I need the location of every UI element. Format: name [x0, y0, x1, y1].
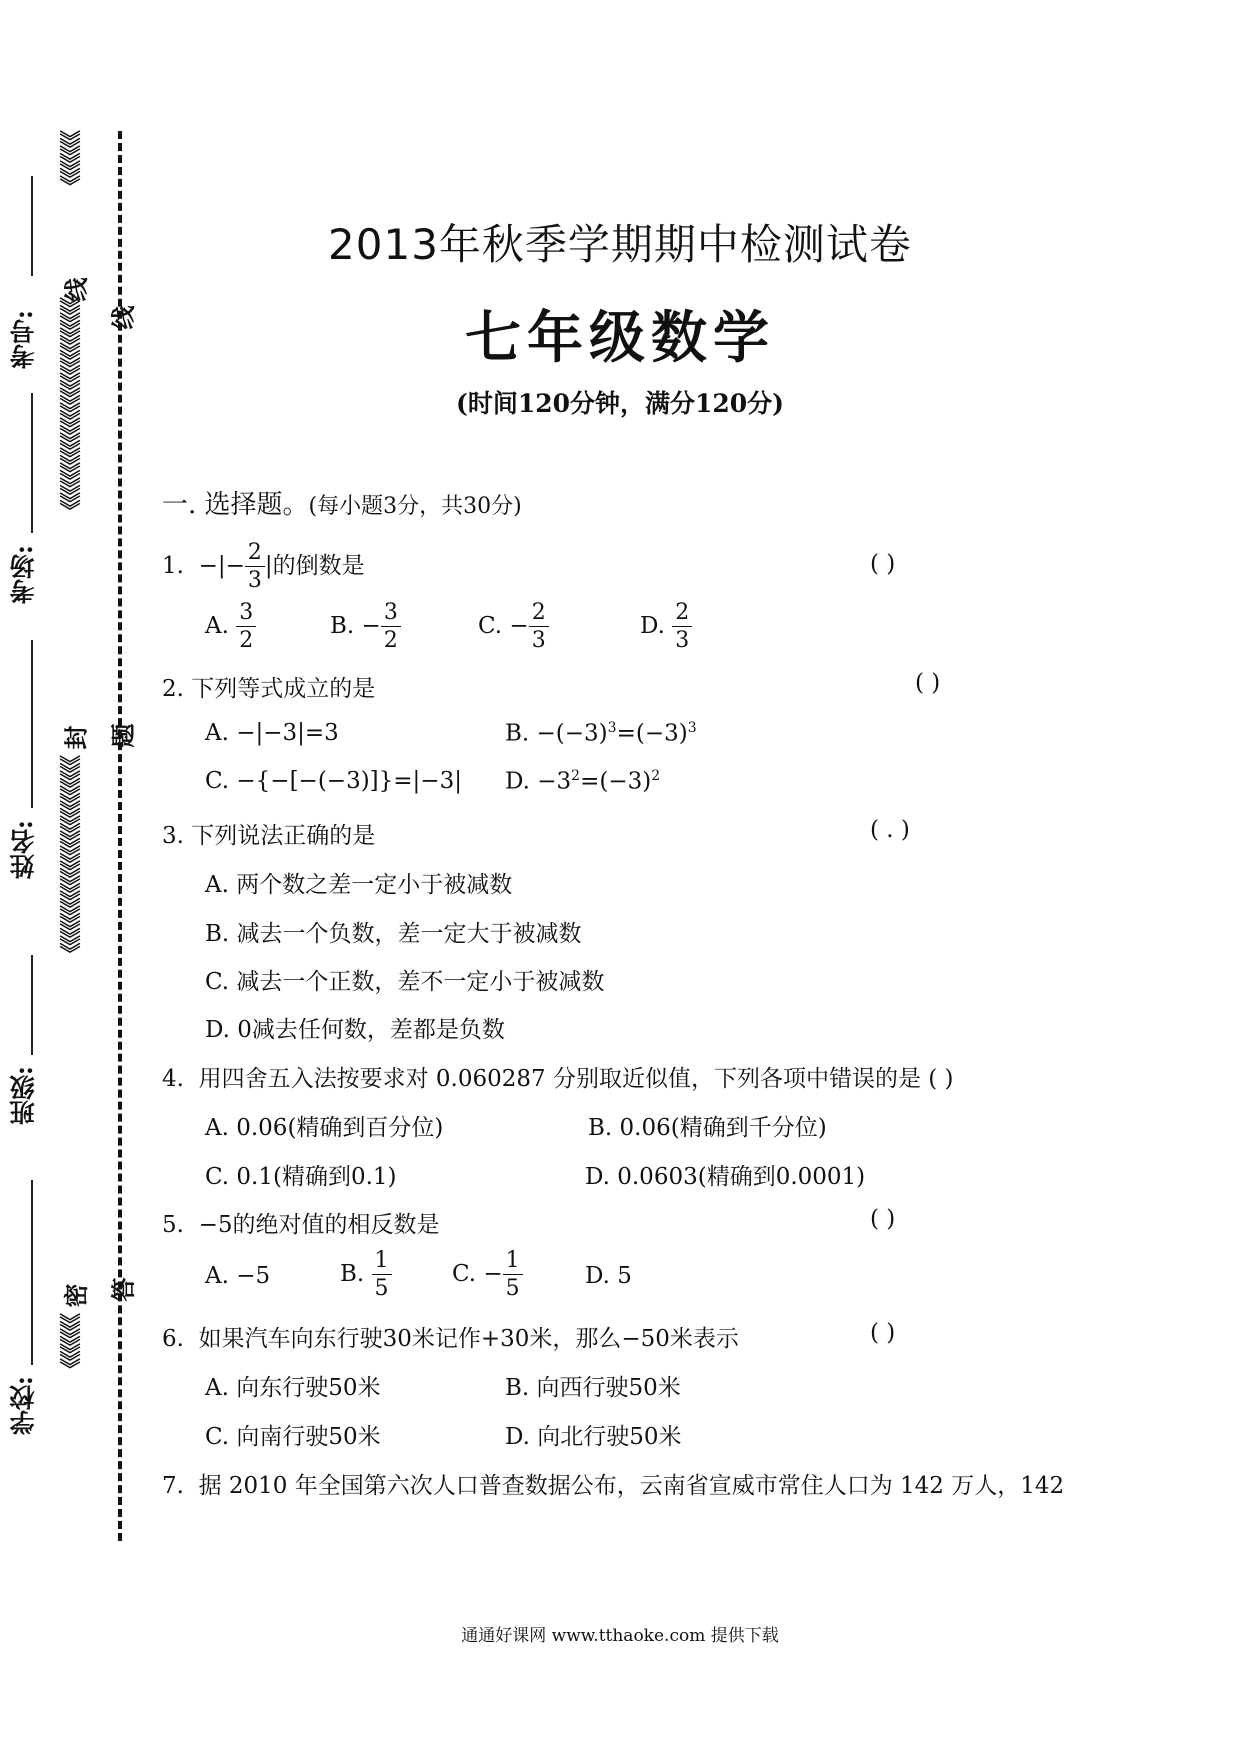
question-text: −5的绝对值的相反数是: [198, 1212, 440, 1238]
option-label: C. −: [452, 1261, 503, 1287]
question-1: [162, 542, 365, 592]
option-label: B.: [330, 613, 355, 639]
option-c: [478, 602, 549, 652]
subject-title: 七年级数学: [465, 305, 775, 371]
field-school-label: 学校:: [9, 1376, 38, 1436]
question-7: [162, 1467, 1064, 1500]
option-d: D. 0.0603(精确到0.0001): [585, 1164, 866, 1190]
numerator: 1: [503, 1250, 523, 1275]
question-number: 1.: [162, 553, 184, 579]
question-text: 下列等式成立的是: [191, 676, 376, 702]
exponent: 2: [571, 768, 581, 784]
field-line: [31, 955, 33, 1055]
exam-title: 2013年秋季学期期中检测试卷: [328, 220, 912, 269]
option-b: B. 0.06(精确到千分位): [588, 1115, 827, 1141]
inner-mark-question: 题: [108, 723, 138, 748]
field-name-label: 姓名:: [9, 820, 38, 880]
answer-paren: ( ): [870, 551, 896, 577]
option-c: C. 向南行驶50米: [205, 1424, 381, 1450]
option-text: =(−3): [616, 720, 688, 747]
question-number: 5.: [162, 1212, 184, 1238]
question-text: 下列说法正确的是: [191, 823, 376, 849]
denominator: 3: [247, 568, 262, 593]
option-label: C.: [478, 613, 503, 639]
option-b: [505, 720, 697, 747]
option-c: [452, 1250, 523, 1300]
answer-paren: ( ): [870, 1320, 896, 1346]
option-c: C. 减去一个正数，差不一定小于被减数: [205, 969, 605, 995]
option-d: D. 0减去任何数，差都是负数: [205, 1017, 505, 1043]
option-b: [340, 1250, 392, 1300]
question-4: [162, 1060, 954, 1093]
option-text: B. −(−3): [505, 720, 608, 747]
denominator: 3: [675, 628, 690, 653]
section-heading: [162, 484, 522, 521]
answer-paren: ( ): [915, 670, 941, 696]
option-label: B.: [340, 1261, 365, 1287]
option-fraction: [381, 602, 401, 652]
option-d: [505, 768, 660, 795]
option-c: C. 0.1(精确到0.1): [205, 1164, 397, 1190]
numerator: 2: [672, 602, 692, 627]
option-a: A. −5: [205, 1263, 271, 1289]
seal-mark-seal: 封: [61, 725, 91, 750]
option-label: D.: [640, 613, 665, 639]
option-label: A.: [205, 613, 229, 639]
question-number: 6.: [162, 1326, 184, 1352]
inner-mark-answer: 答: [108, 1277, 138, 1302]
chevron-border: 《《《《《《《《《《《《《《《《《《《《《《《《《《《《: [58, 300, 83, 521]
q1-fraction: [245, 542, 265, 592]
question-text: 用四舍五入法按要求对 0.060287 分别取近似值，下列各项中错误的是: [198, 1066, 921, 1092]
section-title: 一. 选择题。: [162, 490, 309, 520]
option-fraction: [672, 602, 692, 652]
q1-suffix: |的倒数是: [264, 553, 365, 579]
denominator: 5: [374, 1276, 389, 1301]
option-sign: −: [509, 613, 529, 639]
option-d: D. 向北行驶50米: [505, 1424, 682, 1450]
option-fraction: [236, 602, 256, 652]
question-2: [162, 670, 375, 703]
option-c: C. −{−[−(−3)]}=|−3|: [205, 768, 462, 794]
denominator: 3: [531, 628, 546, 653]
option-b: B. 向西行驶50米: [505, 1375, 681, 1401]
exponent: 3: [687, 720, 697, 736]
numerator: 1: [372, 1250, 392, 1275]
option-a: A. −|−3|=3: [205, 720, 339, 746]
field-line: [31, 640, 33, 808]
denominator: 2: [383, 628, 398, 653]
denominator: 5: [505, 1276, 520, 1301]
denominator: 2: [239, 628, 254, 653]
field-exam-number-label: 考号:: [9, 310, 38, 370]
time-info: (时间120分钟，满分120分): [455, 389, 785, 418]
question-3: [162, 817, 375, 850]
field-line: [31, 1180, 33, 1365]
option-text: =(−3): [580, 768, 652, 795]
seal-mark-secret: 密: [61, 1283, 91, 1308]
question-number: 2.: [162, 676, 184, 702]
chevron-border: 《《《《《《《: [58, 1316, 83, 1379]
option-d: [640, 602, 692, 652]
option-d: D. 5: [585, 1263, 632, 1289]
option-b: B. 减去一个负数，差一定大于被减数: [205, 921, 582, 947]
option-b: [330, 602, 401, 652]
exponent: 2: [651, 768, 661, 784]
question-number: 4.: [162, 1066, 184, 1092]
page-footer: 通通好课网 www.tthaoke.com 提供下载: [461, 1626, 779, 1646]
numerator: 2: [245, 542, 265, 567]
seal-mark-line: 线: [61, 277, 91, 302]
option-a: A. 两个数之差一定小于被减数: [205, 872, 513, 898]
option-fraction: [529, 602, 549, 652]
question-number: 7.: [162, 1473, 184, 1499]
field-exam-room-label: 考场:: [9, 545, 38, 605]
question-text: 如果汽车向东行驶30米记作+30米，那么−50米表示: [198, 1326, 739, 1352]
answer-paren: ( ): [870, 1206, 896, 1232]
option-sign: −: [361, 613, 381, 639]
numerator: 3: [236, 602, 256, 627]
inner-mark-line: 线: [108, 305, 138, 330]
question-6: [162, 1320, 739, 1353]
chevron-border: 《《《《《《《: [58, 133, 83, 196]
field-class-label: 班级:: [9, 1066, 38, 1126]
q1-prefix: −|−: [198, 553, 245, 579]
section-note: (每小题3分，共30分): [308, 494, 522, 519]
option-a: A. 0.06(精确到百分位): [205, 1115, 444, 1141]
option-a: A. 向东行驶50米: [205, 1375, 381, 1401]
option-a: [205, 602, 256, 652]
numerator: 2: [529, 602, 549, 627]
option-text: D. −3: [505, 768, 572, 795]
option-fraction: [503, 1250, 523, 1300]
option-fraction: [372, 1250, 392, 1300]
chevron-border: 《《《《《《《《《《《《《《《《《《《《《《《《《《: [58, 758, 83, 964]
question-text: 据 2010 年全国第六次人口普查数据公布，云南省宣威市常住人口为 142 万人，142: [198, 1473, 1065, 1499]
answer-paren: ( . ): [870, 817, 910, 843]
question-5: [162, 1206, 439, 1239]
numerator: 3: [381, 602, 401, 627]
answer-paren: ( ): [928, 1066, 954, 1092]
question-number: 3.: [162, 823, 184, 849]
exponent: 3: [607, 720, 617, 736]
